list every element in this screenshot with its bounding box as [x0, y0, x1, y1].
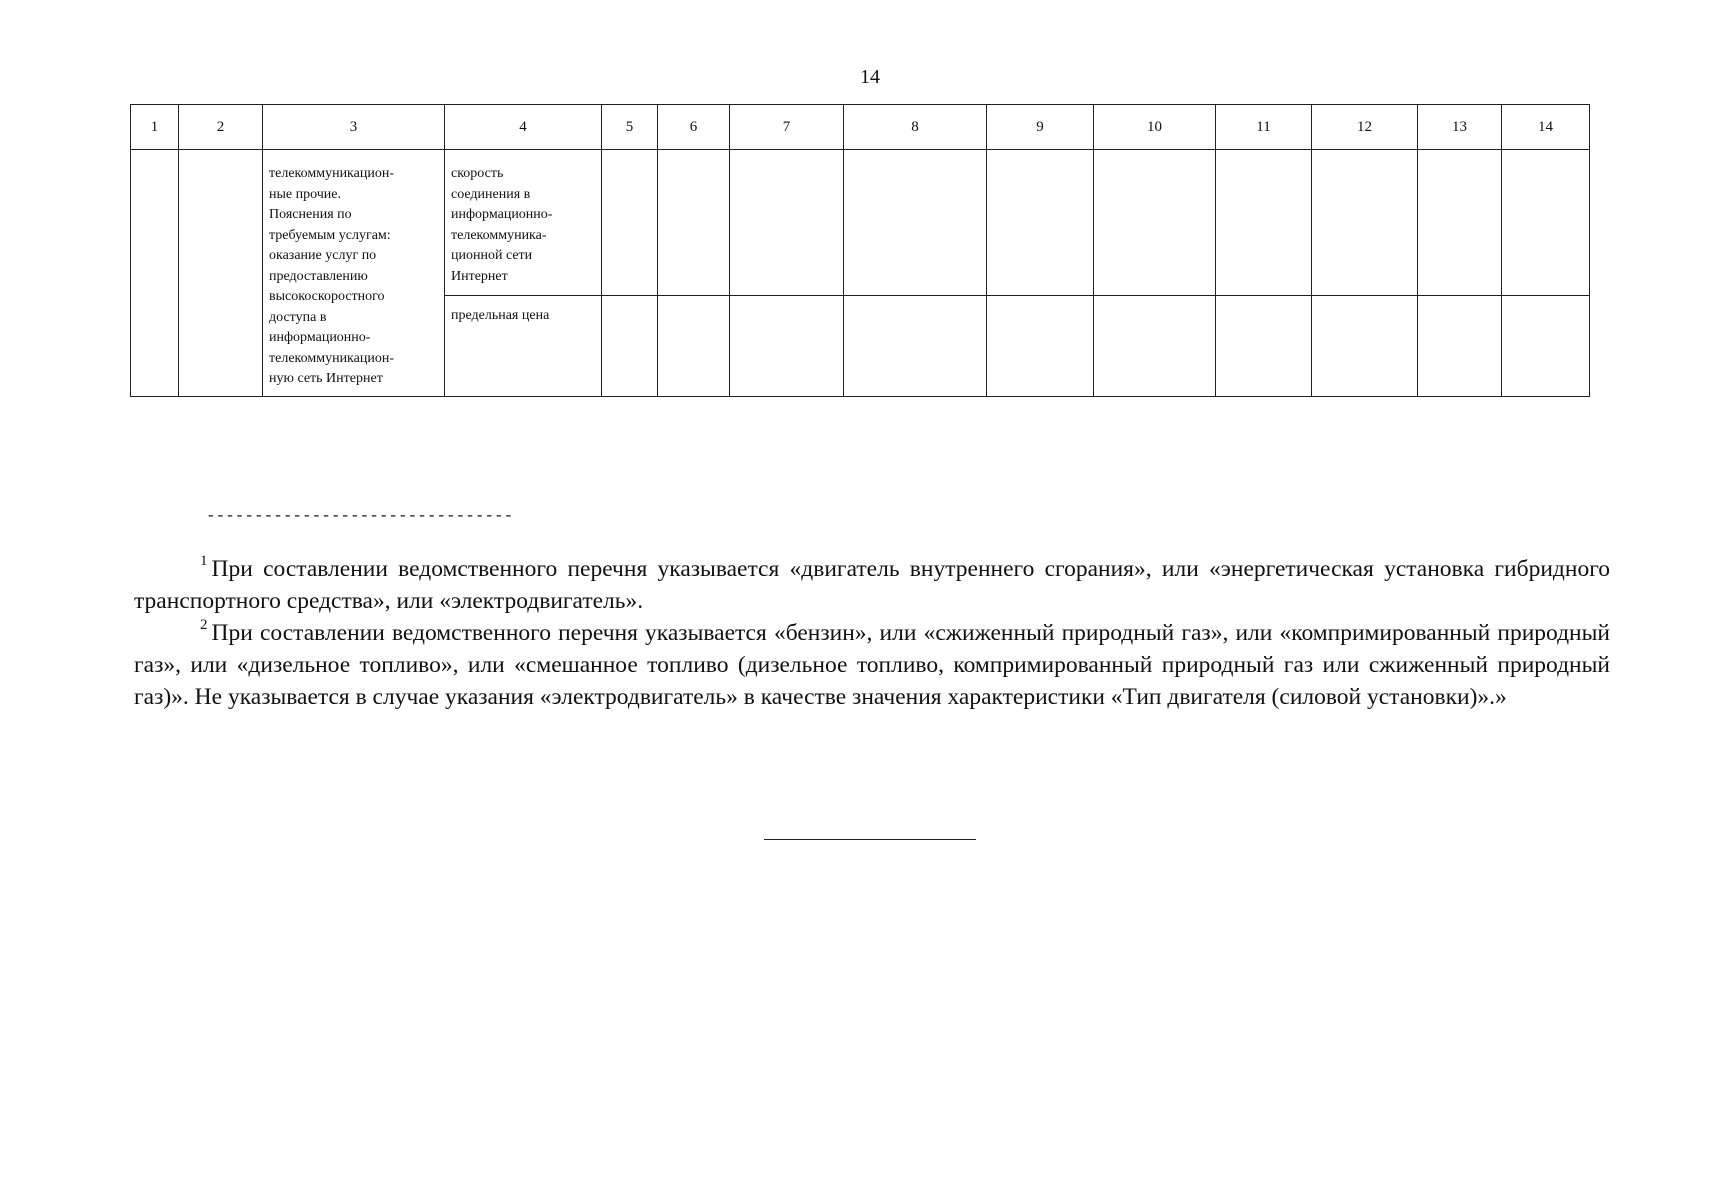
footnote-text: При составлении ведомственного перечня указывается «двигатель внутреннего сгорания», или «энергетическая установка гибридного транспортного средства», или «электродвигатель».	[134, 556, 1610, 614]
end-of-document-rule	[764, 839, 976, 840]
column-header: 5	[602, 105, 658, 150]
table-cell	[1418, 296, 1502, 397]
column-header: 12	[1312, 105, 1418, 150]
page-number: 14	[860, 66, 880, 88]
table-cell	[1216, 150, 1312, 296]
column-header: 10	[1094, 105, 1216, 150]
table-cell	[131, 150, 179, 397]
table-cell	[844, 296, 987, 397]
table-row	[131, 150, 1590, 296]
column-header: 11	[1216, 105, 1312, 150]
footnote-item	[134, 617, 1610, 713]
table-cell	[1502, 150, 1590, 296]
column-header: 9	[987, 105, 1094, 150]
table-cell	[1312, 150, 1418, 296]
characteristic-speed-text: скорость соединения в информационно- телекоммуника- ционной сети Интернет	[451, 166, 553, 284]
column-header: 1	[131, 105, 179, 150]
table-cell	[179, 150, 263, 397]
column-header: 2	[179, 105, 263, 150]
column-header: 6	[658, 105, 730, 150]
table-cell	[1094, 150, 1216, 296]
column-header: 3	[263, 105, 445, 150]
footnote-text: При составлении ведомственного перечня указывается «бензин», или «сжиженный природный газ», или «компримированный природный газ», или «дизельное топливо», или «смешанное топливо (дизельное топливо, компримированный природный газ или сжиженный природный газ)». Не указывается в случае указания «электродвигатель» в качестве значения характеристики «Тип двигателя (силовой установки)».»	[134, 620, 1610, 710]
table-cell	[844, 150, 987, 296]
table-cell	[1216, 296, 1312, 397]
table-cell-characteristic	[445, 150, 602, 296]
table-cell-service-description	[263, 150, 445, 397]
table-cell-characteristic	[445, 296, 602, 397]
footnotes	[134, 553, 1610, 713]
column-header: 13	[1418, 105, 1502, 150]
table-cell	[658, 150, 730, 296]
footnote-marker: 1	[200, 553, 208, 570]
table-cell	[658, 296, 730, 397]
table-cell	[730, 150, 844, 296]
footnote-marker: 2	[200, 617, 208, 634]
table-cell	[602, 296, 658, 397]
column-header: 8	[844, 105, 987, 150]
table-cell	[602, 150, 658, 296]
table-cell	[1312, 296, 1418, 397]
table-cell	[1094, 296, 1216, 397]
table-cell	[1502, 296, 1590, 397]
column-header: 4	[445, 105, 602, 150]
column-header: 14	[1502, 105, 1590, 150]
table-cell	[987, 296, 1094, 397]
footnote-item	[134, 553, 1610, 617]
table-header-row	[131, 105, 1590, 150]
specification-table	[130, 104, 1590, 397]
service-description-text: телекоммуникацион- ные прочие. Пояснения по требуемым услугам: оказание услуг по предоставлению высокоскоростного доступа в информационно- телекоммуникацион- ную сеть Интернет	[269, 166, 395, 386]
characteristic-price-text: предельная цена	[451, 308, 550, 323]
table-cell	[987, 150, 1094, 296]
table-cell	[730, 296, 844, 397]
footnote-separator: --------------------------------	[206, 507, 514, 525]
column-header: 7	[730, 105, 844, 150]
table-cell	[1418, 150, 1502, 296]
